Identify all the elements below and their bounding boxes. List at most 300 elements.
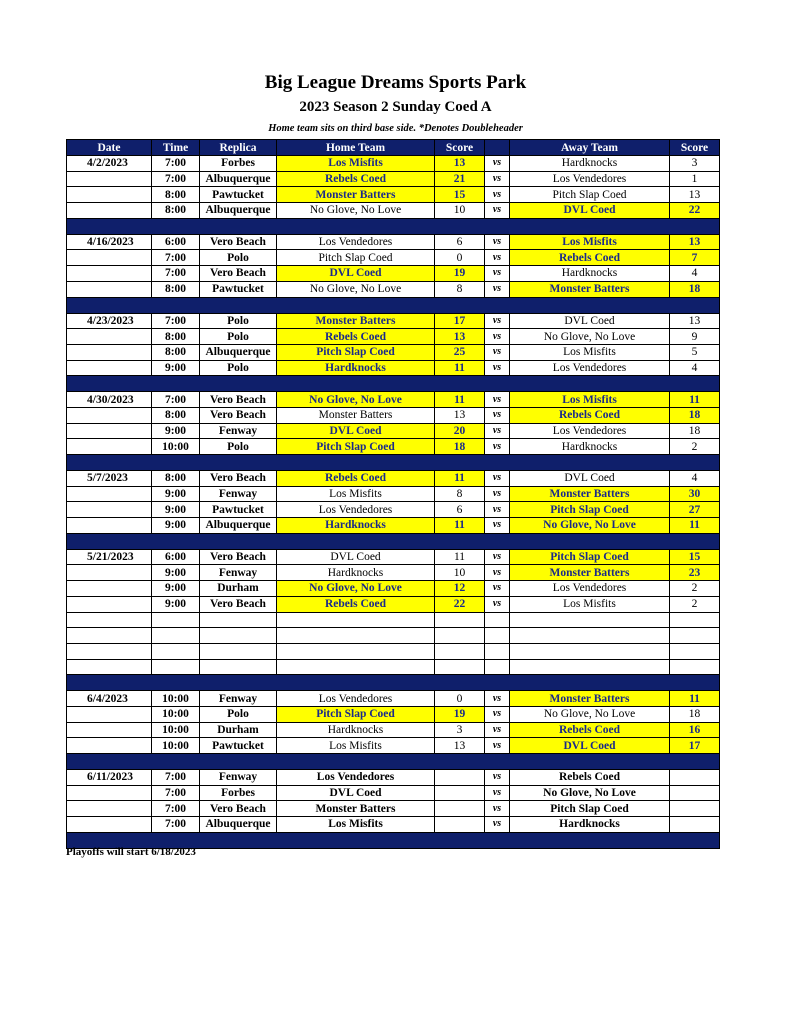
versus-label: vs	[485, 518, 510, 534]
game-time: 9:00	[152, 502, 200, 518]
game-date-empty	[67, 439, 152, 455]
versus-label: vs	[485, 392, 510, 408]
away-score: 18	[670, 407, 720, 423]
game-field: Vero Beach	[200, 549, 277, 565]
game-date-empty	[67, 581, 152, 597]
home-score: 20	[435, 423, 485, 439]
away-team: No Glove, No Love	[510, 706, 670, 722]
versus-label: vs	[485, 706, 510, 722]
game-row	[67, 234, 720, 250]
versus-label: vs	[485, 281, 510, 297]
away-score	[670, 785, 720, 801]
away-team: No Glove, No Love	[510, 329, 670, 345]
column-header-away-team: Away Team	[510, 140, 670, 156]
game-time: 9:00	[152, 486, 200, 502]
game-time: 9:00	[152, 423, 200, 439]
home-score: 13	[435, 156, 485, 172]
blank-cell	[485, 659, 510, 675]
home-team: DVL Coed	[277, 785, 435, 801]
blank-cell	[435, 628, 485, 644]
schedule-table	[66, 139, 720, 849]
versus-label: vs	[485, 596, 510, 612]
home-team: Monster Batters	[277, 407, 435, 423]
home-score: 12	[435, 581, 485, 597]
game-field: Vero Beach	[200, 234, 277, 250]
game-date-empty	[67, 596, 152, 612]
blank-cell	[510, 643, 670, 659]
away-score: 4	[670, 360, 720, 376]
home-team: Los Vendedores	[277, 770, 435, 786]
blank-cell	[152, 659, 200, 675]
game-field: Durham	[200, 722, 277, 738]
away-score: 2	[670, 439, 720, 455]
game-time: 7:00	[152, 801, 200, 817]
blank-cell	[67, 612, 152, 628]
home-team: Monster Batters	[277, 313, 435, 329]
game-field: Albuquerque	[200, 203, 277, 219]
versus-label: vs	[485, 234, 510, 250]
away-score	[670, 801, 720, 817]
away-team: Los Vendedores	[510, 581, 670, 597]
away-team: Los Vendedores	[510, 423, 670, 439]
away-score: 5	[670, 344, 720, 360]
game-row	[67, 691, 720, 707]
away-team: No Glove, No Love	[510, 785, 670, 801]
game-field: Fenway	[200, 565, 277, 581]
away-team: Los Vendedores	[510, 171, 670, 187]
game-date-empty	[67, 722, 152, 738]
column-header-home-team: Home Team	[277, 140, 435, 156]
away-score: 13	[670, 187, 720, 203]
game-date-empty	[67, 817, 152, 833]
away-team: Monster Batters	[510, 691, 670, 707]
game-time: 10:00	[152, 706, 200, 722]
game-row	[67, 266, 720, 282]
home-team: Pitch Slap Coed	[277, 344, 435, 360]
away-score: 11	[670, 691, 720, 707]
home-team: Hardknocks	[277, 360, 435, 376]
game-time: 8:00	[152, 471, 200, 487]
blank-cell	[277, 659, 435, 675]
away-team: Los Misfits	[510, 234, 670, 250]
week-separator	[67, 754, 720, 770]
game-date-empty	[67, 187, 152, 203]
away-score: 27	[670, 502, 720, 518]
blank-cell	[485, 628, 510, 644]
away-score: 13	[670, 313, 720, 329]
game-time: 8:00	[152, 187, 200, 203]
game-field: Forbes	[200, 156, 277, 172]
game-field: Vero Beach	[200, 266, 277, 282]
away-score: 30	[670, 486, 720, 502]
home-score: 11	[435, 360, 485, 376]
home-team: Rebels Coed	[277, 171, 435, 187]
game-row	[67, 360, 720, 376]
away-score: 13	[670, 234, 720, 250]
week-separator	[67, 455, 720, 471]
week-separator-bar	[67, 218, 720, 234]
game-field: Albuquerque	[200, 817, 277, 833]
game-time: 10:00	[152, 439, 200, 455]
game-date-empty	[67, 738, 152, 754]
game-time: 6:00	[152, 234, 200, 250]
game-field: Fenway	[200, 486, 277, 502]
away-team: Rebels Coed	[510, 407, 670, 423]
game-row	[67, 502, 720, 518]
blank-row	[67, 643, 720, 659]
versus-label: vs	[485, 738, 510, 754]
game-row	[67, 596, 720, 612]
blank-cell	[152, 643, 200, 659]
home-score: 0	[435, 250, 485, 266]
game-field: Albuquerque	[200, 344, 277, 360]
versus-label: vs	[485, 502, 510, 518]
blank-row	[67, 659, 720, 675]
home-score: 0	[435, 691, 485, 707]
away-score: 2	[670, 581, 720, 597]
away-score: 3	[670, 156, 720, 172]
away-score: 17	[670, 738, 720, 754]
away-team: Monster Batters	[510, 486, 670, 502]
away-score: 4	[670, 471, 720, 487]
blank-cell	[67, 628, 152, 644]
home-team: Rebels Coed	[277, 329, 435, 345]
home-score: 10	[435, 203, 485, 219]
game-field: Pawtucket	[200, 281, 277, 297]
home-team: Hardknocks	[277, 518, 435, 534]
game-row	[67, 770, 720, 786]
game-row	[67, 407, 720, 423]
away-score: 11	[670, 392, 720, 408]
column-header-away-score: Score	[670, 140, 720, 156]
away-team: Pitch Slap Coed	[510, 502, 670, 518]
away-team: Hardknocks	[510, 156, 670, 172]
blank-cell	[670, 628, 720, 644]
home-team: Monster Batters	[277, 187, 435, 203]
game-time: 10:00	[152, 691, 200, 707]
game-date: 4/2/2023	[67, 156, 152, 172]
blank-cell	[152, 628, 200, 644]
versus-label: vs	[485, 722, 510, 738]
home-score: 25	[435, 344, 485, 360]
game-field: Polo	[200, 706, 277, 722]
versus-label: vs	[485, 471, 510, 487]
game-time: 7:00	[152, 266, 200, 282]
blank-cell	[200, 612, 277, 628]
game-field: Vero Beach	[200, 392, 277, 408]
versus-label: vs	[485, 817, 510, 833]
game-row	[67, 187, 720, 203]
game-time: 9:00	[152, 565, 200, 581]
home-score: 11	[435, 392, 485, 408]
game-row	[67, 565, 720, 581]
game-date-empty	[67, 360, 152, 376]
versus-label: vs	[485, 565, 510, 581]
page-note: Home team sits on third base side. *Denotes Doubleheader	[268, 123, 523, 134]
game-date-empty	[67, 281, 152, 297]
away-score: 23	[670, 565, 720, 581]
versus-label: vs	[485, 439, 510, 455]
game-time: 7:00	[152, 313, 200, 329]
away-team: DVL Coed	[510, 738, 670, 754]
home-score: 3	[435, 722, 485, 738]
game-row	[67, 392, 720, 408]
column-header-home-score: Score	[435, 140, 485, 156]
game-field: Polo	[200, 360, 277, 376]
game-date-empty	[67, 706, 152, 722]
blank-cell	[485, 612, 510, 628]
away-team: Los Misfits	[510, 596, 670, 612]
game-date-empty	[67, 785, 152, 801]
game-time: 7:00	[152, 817, 200, 833]
game-field: Fenway	[200, 770, 277, 786]
blank-cell	[152, 612, 200, 628]
game-row	[67, 329, 720, 345]
away-score: 18	[670, 423, 720, 439]
versus-label: vs	[485, 691, 510, 707]
versus-label: vs	[485, 187, 510, 203]
away-score: 22	[670, 203, 720, 219]
away-score	[670, 817, 720, 833]
game-date-empty	[67, 423, 152, 439]
week-separator	[67, 218, 720, 234]
home-score: 11	[435, 549, 485, 565]
versus-label: vs	[485, 203, 510, 219]
game-field: Pawtucket	[200, 502, 277, 518]
blank-cell	[670, 612, 720, 628]
home-score: 22	[435, 596, 485, 612]
versus-label: vs	[485, 250, 510, 266]
away-team: Monster Batters	[510, 565, 670, 581]
away-score: 16	[670, 722, 720, 738]
versus-label: vs	[485, 329, 510, 345]
game-field: Fenway	[200, 423, 277, 439]
game-field: Albuquerque	[200, 171, 277, 187]
game-field: Forbes	[200, 785, 277, 801]
game-time: 7:00	[152, 156, 200, 172]
blank-cell	[670, 643, 720, 659]
home-team: Monster Batters	[277, 801, 435, 817]
game-row	[67, 817, 720, 833]
game-date-empty	[67, 266, 152, 282]
blank-cell	[200, 643, 277, 659]
versus-label: vs	[485, 423, 510, 439]
table-header-row	[67, 140, 720, 156]
versus-label: vs	[485, 266, 510, 282]
versus-label: vs	[485, 581, 510, 597]
versus-label: vs	[485, 549, 510, 565]
away-team: Pitch Slap Coed	[510, 549, 670, 565]
game-time: 8:00	[152, 203, 200, 219]
game-field: Polo	[200, 250, 277, 266]
away-team: Hardknocks	[510, 439, 670, 455]
game-row	[67, 281, 720, 297]
game-date: 4/16/2023	[67, 234, 152, 250]
away-team: Monster Batters	[510, 281, 670, 297]
game-field: Albuquerque	[200, 518, 277, 534]
game-time: 6:00	[152, 549, 200, 565]
home-team: No Glove, No Love	[277, 281, 435, 297]
column-header-time: Time	[152, 140, 200, 156]
game-field: Pawtucket	[200, 738, 277, 754]
away-score: 11	[670, 518, 720, 534]
week-separator	[67, 533, 720, 549]
versus-label: vs	[485, 785, 510, 801]
game-row	[67, 423, 720, 439]
game-time: 9:00	[152, 596, 200, 612]
away-team: DVL Coed	[510, 471, 670, 487]
away-team: DVL Coed	[510, 313, 670, 329]
game-time: 10:00	[152, 722, 200, 738]
home-team: Hardknocks	[277, 565, 435, 581]
versus-label: vs	[485, 156, 510, 172]
home-team: Pitch Slap Coed	[277, 439, 435, 455]
game-date-empty	[67, 486, 152, 502]
away-team: Hardknocks	[510, 817, 670, 833]
game-time: 10:00	[152, 738, 200, 754]
game-time: 8:00	[152, 407, 200, 423]
away-score: 18	[670, 706, 720, 722]
away-score: 9	[670, 329, 720, 345]
game-time: 9:00	[152, 360, 200, 376]
game-field: Vero Beach	[200, 801, 277, 817]
week-separator-bar	[67, 376, 720, 392]
home-team: DVL Coed	[277, 266, 435, 282]
schedule-body	[67, 156, 720, 849]
game-row	[67, 738, 720, 754]
game-field: Vero Beach	[200, 407, 277, 423]
blank-cell	[200, 628, 277, 644]
versus-label: vs	[485, 770, 510, 786]
home-score: 13	[435, 329, 485, 345]
blank-row	[67, 612, 720, 628]
home-team: Rebels Coed	[277, 596, 435, 612]
home-team: Los Misfits	[277, 817, 435, 833]
game-row	[67, 171, 720, 187]
game-date-empty	[67, 502, 152, 518]
away-team: Los Vendedores	[510, 360, 670, 376]
versus-label: vs	[485, 486, 510, 502]
game-time: 9:00	[152, 581, 200, 597]
home-score: 19	[435, 266, 485, 282]
game-row	[67, 471, 720, 487]
game-row	[67, 722, 720, 738]
versus-label: vs	[485, 360, 510, 376]
game-time: 7:00	[152, 250, 200, 266]
week-separator-bar	[67, 533, 720, 549]
versus-label: vs	[485, 801, 510, 817]
blank-cell	[67, 659, 152, 675]
home-team: No Glove, No Love	[277, 203, 435, 219]
home-score	[435, 770, 485, 786]
footer-note: Playoffs will start 6/18/2023	[66, 846, 196, 858]
home-score: 21	[435, 171, 485, 187]
game-date-empty	[67, 344, 152, 360]
game-field: Vero Beach	[200, 596, 277, 612]
game-field: Polo	[200, 329, 277, 345]
blank-row	[67, 628, 720, 644]
game-field: Vero Beach	[200, 471, 277, 487]
home-score: 10	[435, 565, 485, 581]
blank-cell	[510, 659, 670, 675]
home-score: 11	[435, 471, 485, 487]
away-team: Rebels Coed	[510, 250, 670, 266]
game-row	[67, 518, 720, 534]
away-score: 15	[670, 549, 720, 565]
blank-cell	[277, 628, 435, 644]
away-team: Rebels Coed	[510, 722, 670, 738]
game-date: 5/7/2023	[67, 471, 152, 487]
game-time: 8:00	[152, 344, 200, 360]
home-team: DVL Coed	[277, 549, 435, 565]
blank-cell	[510, 612, 670, 628]
game-row	[67, 801, 720, 817]
home-team: DVL Coed	[277, 423, 435, 439]
game-date: 6/4/2023	[67, 691, 152, 707]
home-team: Los Misfits	[277, 486, 435, 502]
game-row	[67, 785, 720, 801]
game-date-empty	[67, 565, 152, 581]
home-score: 19	[435, 706, 485, 722]
home-score	[435, 801, 485, 817]
home-score	[435, 817, 485, 833]
away-team: Pitch Slap Coed	[510, 801, 670, 817]
game-row	[67, 344, 720, 360]
game-field: Fenway	[200, 691, 277, 707]
home-team: Los Vendedores	[277, 502, 435, 518]
versus-label: vs	[485, 171, 510, 187]
week-separator	[67, 376, 720, 392]
game-time: 7:00	[152, 770, 200, 786]
blank-cell	[67, 643, 152, 659]
game-date-empty	[67, 171, 152, 187]
game-date-empty	[67, 250, 152, 266]
home-team: Los Vendedores	[277, 691, 435, 707]
game-row	[67, 313, 720, 329]
page-title: Big League Dreams Sports Park	[264, 72, 527, 93]
blank-cell	[277, 643, 435, 659]
versus-label: vs	[485, 313, 510, 329]
game-time: 8:00	[152, 281, 200, 297]
game-date: 4/30/2023	[67, 392, 152, 408]
column-header-date: Date	[67, 140, 152, 156]
game-date-empty	[67, 518, 152, 534]
away-team: No Glove, No Love	[510, 518, 670, 534]
home-team: No Glove, No Love	[277, 581, 435, 597]
home-team: Pitch Slap Coed	[277, 706, 435, 722]
game-date-empty	[67, 407, 152, 423]
home-score: 6	[435, 234, 485, 250]
column-header-replica: Replica	[200, 140, 277, 156]
home-team: No Glove, No Love	[277, 392, 435, 408]
game-row	[67, 706, 720, 722]
away-score: 2	[670, 596, 720, 612]
away-team: DVL Coed	[510, 203, 670, 219]
home-team: Los Misfits	[277, 156, 435, 172]
game-date: 4/23/2023	[67, 313, 152, 329]
game-date-empty	[67, 203, 152, 219]
home-score: 18	[435, 439, 485, 455]
home-team: Pitch Slap Coed	[277, 250, 435, 266]
home-team: Hardknocks	[277, 722, 435, 738]
blank-cell	[435, 659, 485, 675]
home-score: 8	[435, 281, 485, 297]
game-field: Polo	[200, 313, 277, 329]
home-score: 17	[435, 313, 485, 329]
away-team: Rebels Coed	[510, 770, 670, 786]
blank-cell	[485, 643, 510, 659]
home-score: 8	[435, 486, 485, 502]
